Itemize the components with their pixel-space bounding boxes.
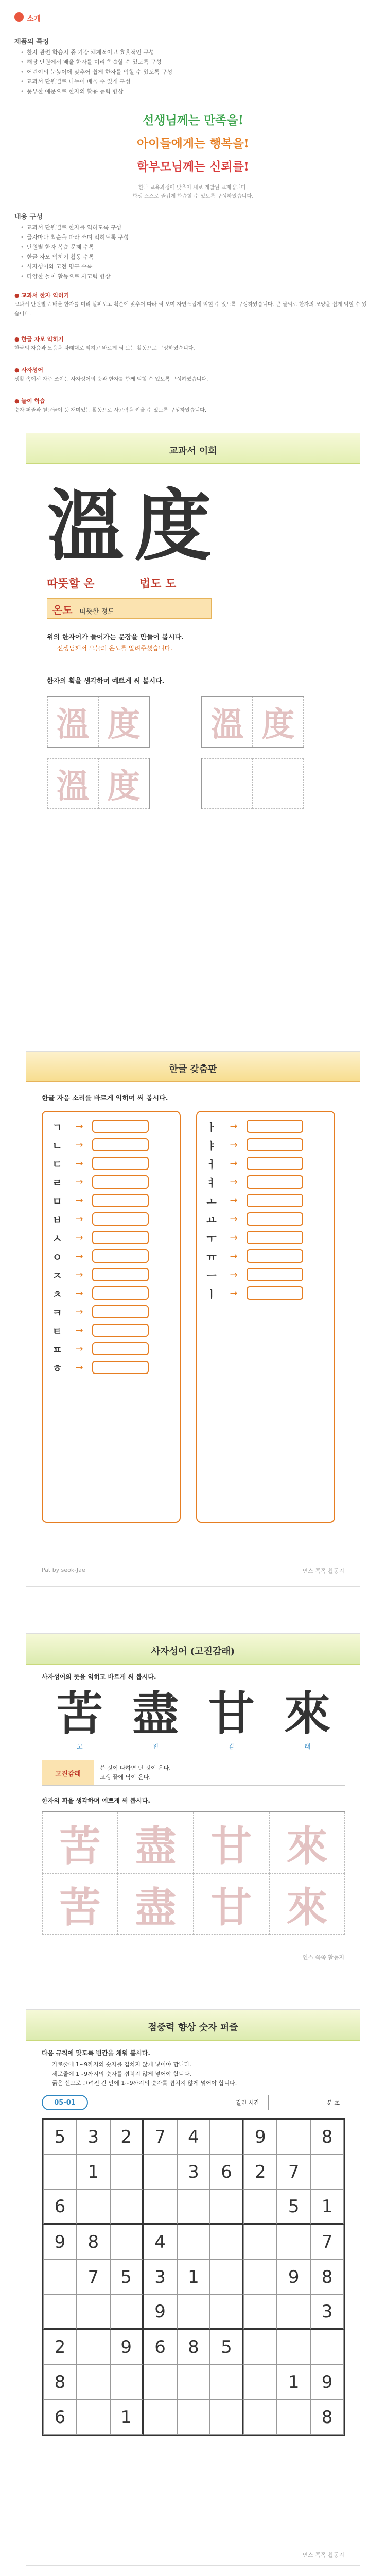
arrow-icon: → [75,1306,83,1317]
vowel-char: ㅕ [206,1176,217,1189]
idiom-desc-1: 쓴 것이 다하면 단 것이 온다. [100,1765,171,1771]
write-box[interactable] [247,1231,303,1244]
section-title: ● 교과서 한자 익히기 [14,292,69,299]
sudoku-cell[interactable] [210,2225,243,2260]
sudoku-cell: 3 [310,2295,344,2330]
sudoku-cell: 7 [144,2120,177,2155]
practice-row [202,1210,329,1228]
arrow-icon: → [75,1139,83,1150]
sudoku-cell[interactable] [144,2190,177,2225]
write-box[interactable] [247,1268,303,1281]
practice-row [202,1136,329,1154]
consonant-char: ㄱ [52,1121,62,1133]
list-item: • 어린이의 눈높이에 맞추어 쉽게 한자를 익힐 수 있도록 구성 [21,67,371,77]
sudoku-cell: 4 [177,2120,210,2155]
write-box[interactable] [92,1342,149,1355]
footer-right: 연스 쪽쪽 활동지 [302,1954,344,1961]
question-1-example: 선생님께서 오늘의 온도를 알려주셨습니다. [57,645,172,652]
word-label: 온도 [52,604,73,616]
features-list [21,47,371,96]
list-item: • 단원별 한자 복습 문제 수록 [21,242,371,252]
arrow-icon: → [230,1195,238,1206]
idiom-desc-2: 고생 끝에 낙이 온다. [100,1774,151,1781]
trace-char: 甘 [194,1812,269,1873]
sudoku-cell[interactable] [110,2190,144,2225]
sudoku-cell[interactable] [310,2155,344,2190]
consonant-char: ㅊ [52,1287,62,1300]
hanja-meaning-1: 따뜻할 온 [47,578,95,590]
sudoku-cell[interactable] [277,2295,310,2330]
write-box[interactable] [92,1175,149,1189]
slogan-line-1: 선생님께는 만족을! [143,113,243,127]
question-2: 한자의 획을 생각하며 예쁘게 써 봅시다. [42,1797,150,1804]
consonant-char: ㅅ [52,1232,62,1245]
worksheet-hangul [26,1051,360,1587]
worksheet-sudoku [26,2009,360,2566]
practice-row [48,1154,174,1173]
sudoku-cell: 1 [110,2400,144,2435]
practice-row [48,1247,174,1265]
rule: 세로줄에 1~9까지의 숫자를 겹치지 않게 넣어야 합니다. [52,2071,191,2077]
sudoku-cell: 7 [277,2155,310,2190]
contents-list [21,223,371,281]
arrow-icon: → [75,1232,83,1243]
arrow-icon: → [230,1232,238,1243]
sudoku-cell: 7 [310,2225,344,2260]
empty-cell[interactable] [253,758,304,809]
sudoku-cell: 6 [43,2400,77,2435]
list-item: • 한글 자모 익히기 활동 수록 [21,252,371,262]
sudoku-cell: 1 [177,2260,210,2295]
worksheet-title: 한글 갖춤판 [169,1064,217,1075]
write-box[interactable] [92,1268,149,1281]
list-item: • 해당 단원에서 배울 한자를 미리 학습할 수 있도록 구성 [21,57,371,67]
intro-icon [14,12,24,22]
section-text: 생활 속에서 자주 쓰이는 사자성어의 뜻과 한자를 함께 익힐 수 있도록 구성하였습니다. [14,377,208,382]
write-box[interactable] [247,1249,303,1263]
sudoku-cell: 5 [43,2120,77,2155]
practice-row [202,1191,329,1210]
section-text: 교과서 단원별로 배울 한자를 미리 살펴보고 획순에 맞추어 따라 써 보며 자연스럽게 익힐 수 있도록 구성하였습니다. 큰 글씨로 한자의 모양을 쉽게 익힐 수 있습니다. [14,302,367,317]
consonant-char: ㅁ [52,1195,62,1208]
vowel-char: ㅡ [206,1269,217,1282]
vowel-panel [196,1111,335,1523]
write-box[interactable] [92,1138,149,1151]
time-label: 걸린 시간 [227,2095,268,2110]
hanja-meaning-2: 법도 도 [139,578,177,590]
footer-left: Pat by seok-Jae [42,1567,85,1573]
consonant-char: ㄷ [52,1158,62,1171]
practice-row [48,1117,174,1136]
sudoku-cell: 7 [77,2260,110,2295]
idiom-reading: 래 [304,1743,311,1750]
sudoku-cell[interactable] [43,2295,77,2330]
sudoku-cell[interactable] [43,2260,77,2295]
trace-char: 盡 [118,1812,194,1873]
sudoku-cell: 2 [43,2330,77,2365]
features-heading: 제품의 특징 [14,38,49,46]
consonant-char: ㄴ [52,1139,62,1152]
write-box[interactable] [247,1194,303,1207]
sudoku-cell[interactable] [77,2295,110,2330]
trace-char: 溫 [47,758,98,809]
sudoku-cell[interactable] [243,2365,277,2400]
sudoku-cell: 8 [77,2225,110,2260]
list-item: • 교과서 단원별로 한자를 익히도록 구성 [21,223,371,232]
sudoku-cell: 9 [310,2365,344,2400]
arrow-icon: → [230,1250,238,1262]
practice-row [48,1302,174,1321]
hanja-char-2: 度 [134,481,212,571]
sudoku-cell[interactable] [210,2190,243,2225]
practice-row [48,1358,174,1377]
slogan-line-3: 학부모님께는 신뢰를! [136,160,250,174]
sudoku-cell: 8 [310,2400,344,2435]
sudoku-cell: 5 [277,2190,310,2225]
slogan-note-1: 한국 교육과정에 맞추어 새로 개발된 교재입니다. [138,185,248,191]
idiom-reading: 감 [228,1743,235,1750]
practice-row [202,1284,329,1302]
practice-row [48,1210,174,1228]
practice-row [48,1340,174,1358]
sudoku-cell[interactable] [210,2260,243,2295]
section-text: 한글의 자음과 모음을 차례대로 익히고 바르게 써 보는 활동으로 구성하였습니다. [14,346,195,351]
write-box[interactable] [247,1286,303,1300]
sudoku-cell[interactable] [110,2155,144,2190]
sudoku-cell[interactable] [77,2400,110,2435]
sudoku-cell[interactable] [277,2225,310,2260]
practice-row [202,1228,329,1247]
trace-char: 度 [98,697,149,747]
write-box[interactable] [92,1324,149,1337]
section-title: ● 놀이 학습 [14,398,45,404]
consonant-char: ㅇ [52,1250,62,1263]
sudoku-cell[interactable] [243,2400,277,2435]
hanja-char-1: 溫 [47,481,125,571]
sudoku-cell[interactable] [77,2365,110,2400]
worksheet-title: 교과서 이희 [169,446,217,456]
consonant-panel [42,1111,181,1523]
puzzle-id: 05-01 [42,2095,88,2110]
write-box[interactable] [247,1157,303,1170]
write-box[interactable] [92,1305,149,1318]
sudoku-cell: 8 [310,2260,344,2295]
rule: 가로줄에 1~9까지의 숫자를 겹치지 않게 넣어야 합니다. [52,2061,191,2068]
sudoku-cell[interactable] [77,2330,110,2365]
write-box[interactable] [92,1120,149,1133]
write-box[interactable] [247,1212,303,1226]
sudoku-grid[interactable] [42,2118,345,2436]
sudoku-cell[interactable] [110,2365,144,2400]
vowel-char: ㅠ [206,1250,217,1263]
arrow-icon: → [230,1121,238,1132]
rule: 굵은 선으로 그려진 칸 안에 1~9까지의 숫자를 겹치지 않게 넣어야 합니다. [52,2080,237,2087]
sudoku-cell[interactable] [243,2190,277,2225]
arrow-icon: → [75,1287,83,1299]
list-item: • 교과서 단원별로 나누어 배울 수 있게 구성 [21,77,371,87]
page-title: 소개 [27,15,41,23]
idiom-chars [42,1685,345,1752]
arrow-icon: → [75,1213,83,1225]
empty-cell[interactable] [202,758,253,809]
sudoku-cell[interactable] [243,2260,277,2295]
sudoku-cell[interactable] [177,2295,210,2330]
sudoku-cell: 3 [177,2155,210,2190]
sudoku-cell: 8 [177,2330,210,2365]
sudoku-cell[interactable] [177,2365,210,2400]
arrow-icon: → [230,1176,238,1188]
trace-char: 來 [269,1873,345,1935]
arrow-icon: → [75,1158,83,1169]
tracing-grid[interactable] [42,1811,345,1935]
consonant-char: ㅋ [52,1306,62,1319]
practice-row [48,1173,174,1191]
writing-grid[interactable] [201,696,304,748]
practice-row [48,1265,174,1284]
sudoku-cell: 9 [144,2295,177,2330]
worksheet-hanja [26,433,360,958]
write-box[interactable] [92,1286,149,1300]
sudoku-cell: 9 [110,2330,144,2365]
practice-row [48,1136,174,1154]
question: 다음 규칙에 맞도록 빈칸을 채워 봅시다. [42,2049,150,2057]
practice-row [48,1228,174,1247]
arrow-icon: → [75,1362,83,1373]
sudoku-cell: 3 [144,2260,177,2295]
sudoku-cell[interactable] [210,2400,243,2435]
sudoku-cell[interactable] [77,2190,110,2225]
arrow-icon: → [230,1158,238,1169]
sudoku-cell: 5 [210,2330,243,2365]
write-box[interactable] [92,1361,149,1374]
contents-heading: 내용 구성 [14,213,43,221]
write-box[interactable] [247,1175,303,1189]
sudoku-cell: 2 [110,2120,144,2155]
worksheet-title: 점중력 향상 숫자 퍼즐 [148,2022,238,2033]
word-label-sub: 따뜻한 정도 [79,608,114,616]
sudoku-cell[interactable] [144,2155,177,2190]
sudoku-cell[interactable] [310,2330,344,2365]
arrow-icon: → [230,1213,238,1225]
sudoku-cell: 6 [210,2155,243,2190]
sudoku-cell[interactable] [110,2225,144,2260]
sudoku-cell[interactable] [277,2120,310,2155]
sudoku-cell[interactable] [43,2155,77,2190]
idiom-reading: 진 [152,1743,159,1750]
sudoku-cell[interactable] [144,2365,177,2400]
arrow-icon: → [230,1139,238,1150]
trace-char: 來 [269,1812,345,1873]
question: 한글 자음 소리를 바르게 익히며 써 봅시다. [42,1095,168,1103]
sudoku-cell[interactable] [210,2120,243,2155]
sudoku-cell: 8 [310,2120,344,2155]
practice-row [202,1117,329,1136]
list-item: • 글자마다 획순을 따라 쓰며 익히도록 구성 [21,232,371,242]
trace-char: 溫 [202,697,253,747]
sudoku-cell[interactable] [210,2365,243,2400]
write-box[interactable] [92,1249,149,1263]
trace-char: 溫 [47,697,98,747]
write-box[interactable] [247,1120,303,1133]
sudoku-cell[interactable] [210,2295,243,2330]
arrow-icon: → [230,1269,238,1280]
arrow-icon: → [75,1121,83,1132]
write-box[interactable] [92,1231,149,1244]
arrow-icon: → [75,1269,83,1280]
vowel-char: ㅏ [206,1121,217,1133]
sudoku-cell[interactable] [177,2400,210,2435]
practice-row [48,1191,174,1210]
sudoku-cell: 6 [144,2330,177,2365]
practice-row [202,1173,329,1191]
idiom-char: 甘 [208,1686,255,1741]
time-input[interactable]: 분 초 [268,2095,345,2110]
consonant-char: ㅈ [52,1269,62,1282]
sudoku-cell: 9 [43,2225,77,2260]
sudoku-cell[interactable] [243,2225,277,2260]
sudoku-cell[interactable] [243,2330,277,2365]
rules [52,2060,237,2088]
practice-row [202,1154,329,1173]
consonant-char: ㅌ [52,1325,62,1337]
arrow-icon: → [75,1176,83,1188]
sudoku-cell: 1 [310,2190,344,2225]
worksheet-idiom [26,1633,360,1968]
sudoku-cell[interactable] [177,2190,210,2225]
arrow-icon: → [230,1287,238,1299]
footer-right: 연스 쪽쪽 활동지 [302,1568,344,1574]
sudoku-cell: 5 [110,2260,144,2295]
sudoku-cell[interactable] [243,2295,277,2330]
slogan-note-2: 학생 스스로 즐겁게 학습할 수 있도록 구성하였습니다. [132,194,254,199]
sudoku-cell: 6 [43,2190,77,2225]
arrow-icon: → [75,1343,83,1354]
list-item: • 한자 관련 학습지 중 가장 체계적이고 효율적인 구성 [21,47,371,57]
sudoku-cell[interactable] [144,2400,177,2435]
vowel-char: ㅑ [206,1139,217,1152]
trace-char: 苦 [42,1873,118,1935]
arrow-icon: → [75,1195,83,1206]
idiom-char: 盡 [132,1686,179,1741]
section-title: ● 사자성어 [14,367,43,374]
sudoku-cell[interactable] [110,2295,144,2330]
writing-grid[interactable] [201,758,304,809]
list-item: • 풍부한 예문으로 한자의 활용 능력 향상 [21,87,371,96]
list-item: • 사자성어와 고전 명구 수록 [21,262,371,272]
list-item: • 다양한 놀이 활동으로 사고력 향상 [21,272,371,281]
section-title: ● 한글 자모 익히기 [14,336,64,343]
sudoku-cell[interactable] [177,2225,210,2260]
vowel-char: ㅣ [206,1287,217,1300]
trace-char: 度 [98,758,149,809]
idiom-char: 苦 [56,1686,103,1741]
trace-char: 苦 [42,1812,118,1873]
sudoku-cell: 3 [77,2120,110,2155]
practice-row [202,1265,329,1284]
trace-char: 度 [253,697,304,747]
idiom-reading: 고 [76,1743,83,1750]
practice-row [48,1321,174,1340]
write-box[interactable] [92,1194,149,1207]
vowel-char: ㅓ [206,1158,217,1171]
vowel-char: ㅜ [206,1232,217,1245]
sudoku-cell[interactable] [277,2330,310,2365]
arrow-icon: → [75,1325,83,1336]
question-2: 한자의 획을 생각하며 예쁘게 써 봅시다. [47,677,165,685]
writing-grid[interactable] [47,696,150,748]
sudoku-cell: 9 [277,2260,310,2295]
write-box[interactable] [92,1212,149,1226]
sudoku-cell[interactable] [277,2400,310,2435]
section-text: 숫자 퍼즐과 칠교놀이 등 재미있는 활동으로 사고력을 키울 수 있도록 구성하였습니다. [14,408,207,413]
idiom-char: 來 [284,1686,331,1741]
sudoku-cell: 4 [144,2225,177,2260]
consonant-char: ㄹ [52,1176,62,1189]
idiom-label: 고진감래 [42,1760,94,1785]
question-1: 위의 한자어가 들어가는 문장을 만들어 봅시다. [47,634,184,641]
sudoku-cell: 1 [277,2365,310,2400]
practice-row [202,1247,329,1265]
sudoku-cell: 9 [243,2120,277,2155]
practice-row [48,1284,174,1302]
write-box[interactable] [247,1138,303,1151]
slogan-line-2: 아이들에게는 행복을! [136,137,250,150]
consonant-char: ㅂ [52,1213,62,1226]
consonant-char: ㅎ [52,1362,62,1375]
vowel-char: ㅗ [206,1195,217,1208]
question: 사자성어의 뜻을 익히고 바르게 써 봅시다. [42,1673,156,1681]
consonant-char: ㅍ [52,1343,62,1356]
footer-right: 연스 쪽쪽 활동지 [302,2552,344,2558]
sudoku-cell: 2 [243,2155,277,2190]
arrow-icon: → [75,1250,83,1262]
trace-char: 盡 [118,1873,194,1935]
vowel-char: ㅛ [206,1213,217,1226]
write-box[interactable] [92,1157,149,1170]
writing-grid[interactable] [47,758,150,809]
sudoku-cell: 8 [43,2365,77,2400]
worksheet-title: 사자성어 (고진감래) [151,1646,235,1657]
sudoku-cell: 1 [77,2155,110,2190]
idiom-desc-box [42,1760,345,1786]
trace-char: 甘 [194,1873,269,1935]
word-label-box [47,598,212,619]
